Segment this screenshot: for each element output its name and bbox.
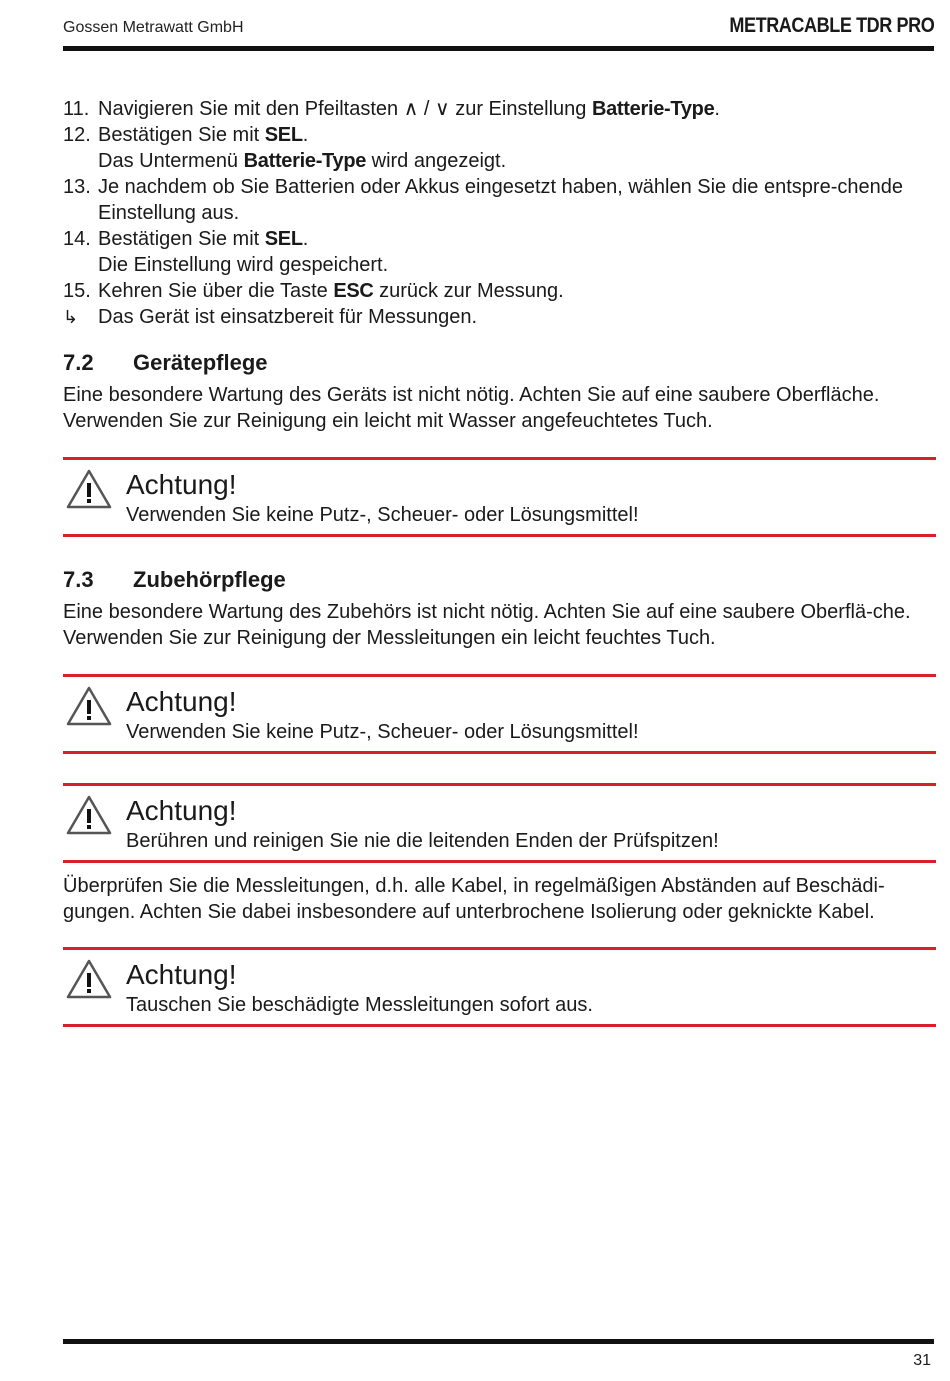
- step-text: Je nachdem ob Sie Batterien oder Akkus eingesetzt haben, wählen Sie die entspre-chende Einstellung aus.: [98, 176, 903, 224]
- step-number: 13.: [63, 176, 91, 198]
- step-text: Navigieren Sie mit den Pfeiltasten ∧ / ∨ zur Einstellung: [98, 98, 592, 120]
- warning-text: Tauschen Sie beschädigte Messleitungen sofort aus.: [126, 994, 593, 1016]
- section-number: 7.3: [63, 567, 94, 592]
- warning-text: Verwenden Sie keine Putz-, Scheuer- oder Lösungsmittel!: [126, 504, 639, 526]
- warning-box-3: [63, 783, 936, 863]
- step-text-end: zurück zur Messung.: [373, 280, 564, 302]
- step-keyword: SEL: [264, 124, 303, 146]
- section-number: 7.2: [63, 350, 94, 375]
- footer-rule: [63, 1339, 934, 1344]
- step-12: [63, 122, 936, 174]
- inspection-text: Überprüfen Sie die Messleitungen, d.h. alle Kabel, in regelmäßigen Abständen auf Beschädi-gungen. Achten Sie dabei insbesondere auf unterbrochene Isolierung oder geknickte Kabel.: [63, 875, 885, 923]
- warning-title: Achtung!: [126, 686, 237, 717]
- step-number: 11.: [63, 98, 90, 120]
- warning-title: Achtung!: [126, 795, 237, 826]
- header-rule: [63, 46, 934, 51]
- warning-triangle-icon: [66, 468, 112, 510]
- warning-triangle-icon: [66, 958, 112, 1000]
- step-result-text-end: wird angezeigt.: [366, 150, 507, 172]
- warning-box-1: [63, 457, 936, 537]
- warning-triangle-icon: [66, 794, 112, 836]
- step-result-text: Die Einstellung wird gespeichert.: [98, 254, 389, 276]
- step-text-end: .: [714, 98, 720, 120]
- section-title: Zubehörpflege: [133, 567, 286, 592]
- result-line: [63, 304, 936, 330]
- warning-text: Verwenden Sie keine Putz-, Scheuer- oder Lösungsmittel!: [126, 721, 639, 743]
- step-15: [63, 278, 936, 304]
- step-keyword: SEL: [264, 228, 303, 250]
- step-text-end: .: [302, 228, 309, 250]
- step-number: 12.: [63, 124, 91, 146]
- warning-box-4: [63, 947, 936, 1027]
- section-7-3-text: Eine besondere Wartung des Zubehörs ist nicht nötig. Achten Sie auf eine saubere Oberflä-che. Verwenden Sie zur Reinigung der Messleitungen ein leicht feuchtes Tuch.: [63, 601, 911, 649]
- section-7-2-text: Eine besondere Wartung des Geräts ist nicht nötig. Achten Sie auf eine saubere Oberfläche. Verwenden Sie zur Reinigung ein leicht mit Wasser angefeuchtetes Tuch.: [63, 384, 880, 432]
- step-13: [63, 174, 936, 226]
- step-11: [63, 96, 936, 122]
- warning-title: Achtung!: [126, 959, 237, 990]
- step-result-text: Das Untermenü: [98, 150, 244, 172]
- step-keyword: ESC: [333, 280, 374, 302]
- header-product: METRACABLE TDR PRO: [729, 14, 934, 37]
- step-text: Bestätigen Sie mit: [98, 124, 265, 146]
- header-company: Gossen Metrawatt GmbH: [63, 19, 244, 36]
- section-heading-7-3: [63, 567, 936, 593]
- result-arrow-icon: ↳: [63, 307, 79, 327]
- step-text: Kehren Sie über die Taste: [98, 280, 334, 302]
- step-text-end: .: [302, 124, 309, 146]
- warning-title: Achtung!: [126, 469, 237, 500]
- page-number: 31: [913, 1352, 931, 1369]
- step-number: 15.: [63, 280, 91, 302]
- section-heading-7-2: [63, 350, 936, 376]
- warning-box-2: [63, 674, 936, 754]
- step-14: [63, 226, 936, 278]
- result-text: Das Gerät ist einsatzbereit für Messungen.: [98, 306, 478, 328]
- warning-text: Berühren und reinigen Sie nie die leitenden Enden der Prüfspitzen!: [126, 830, 719, 852]
- step-result-keyword: Batterie-Type: [243, 150, 367, 172]
- step-keyword: Batterie-Type: [591, 98, 715, 120]
- step-text: Bestätigen Sie mit: [98, 228, 265, 250]
- page-content: [63, 96, 936, 1027]
- step-number: 14.: [63, 228, 91, 250]
- section-title: Gerätepflege: [133, 350, 268, 375]
- warning-triangle-icon: [66, 685, 112, 727]
